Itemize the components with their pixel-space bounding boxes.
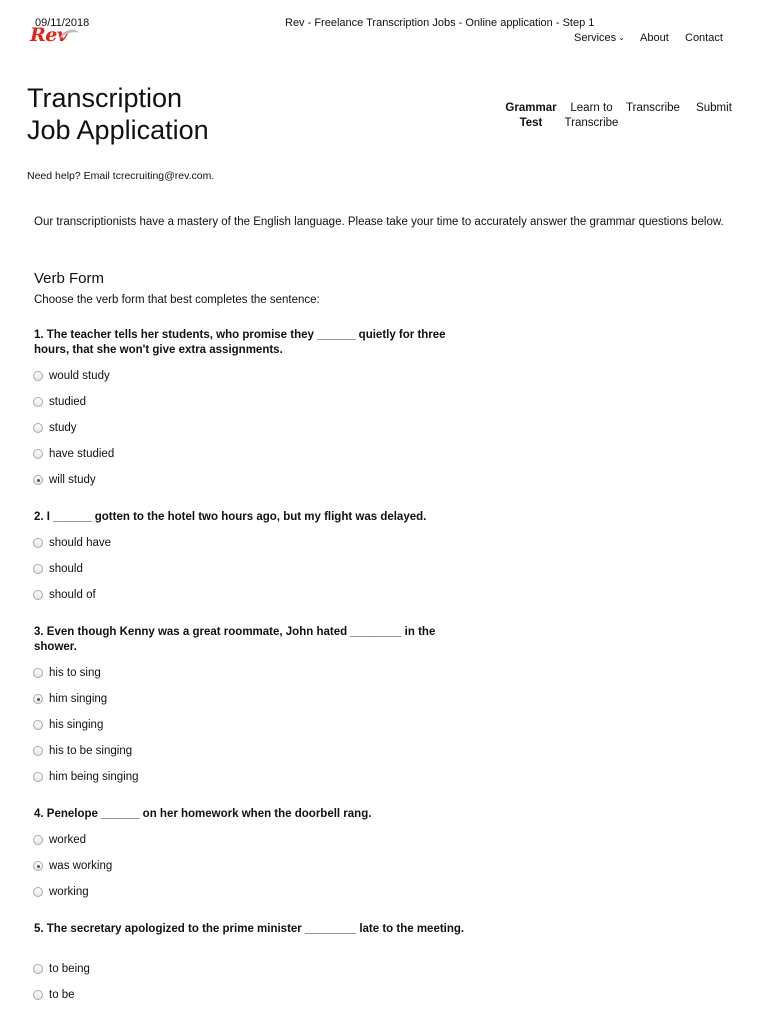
answer-option[interactable] <box>33 833 86 847</box>
answer-option[interactable] <box>33 588 96 602</box>
option-label: his to sing <box>49 667 101 679</box>
radio-button[interactable] <box>33 746 43 756</box>
radio-button[interactable] <box>33 423 43 433</box>
answer-option[interactable] <box>33 885 89 899</box>
answer-option[interactable] <box>33 369 110 383</box>
question-2: 2. I ______ gotten to the hotel two hours ago, but my flight was delayed. <box>34 511 427 523</box>
option-label: him being singing <box>49 771 139 783</box>
step-grammar-test[interactable] <box>503 101 559 130</box>
step-label: Transcribe <box>564 116 619 129</box>
nav-about[interactable]: About <box>640 32 669 44</box>
page-title <box>27 82 209 146</box>
radio-button[interactable] <box>33 590 43 600</box>
option-label: working <box>49 886 89 898</box>
page-title-line1: Transcription <box>27 83 183 113</box>
radio-button[interactable] <box>33 887 43 897</box>
question-1: 1. The teacher tells her students, who promise they ______ quietly for three hours, that she won't give extra assignments. <box>34 329 446 356</box>
help-text: Need help? Email tcrecruiting@rev.com. <box>27 170 215 182</box>
option-label: should have <box>49 537 112 549</box>
option-label: worked <box>49 834 87 846</box>
option-label: him singing <box>49 693 108 705</box>
step-label: Learn to <box>570 102 613 114</box>
answer-option[interactable] <box>33 395 86 409</box>
step-learn-to-transcribe[interactable] <box>564 101 619 130</box>
answer-option[interactable] <box>33 536 111 550</box>
section-heading: Verb Form <box>34 270 105 287</box>
step-submit[interactable] <box>692 101 736 116</box>
chevron-down-icon: ⌄ <box>618 33 625 42</box>
answer-option[interactable] <box>33 666 101 680</box>
option-label: study <box>49 422 77 434</box>
radio-button[interactable] <box>33 694 43 704</box>
answer-option[interactable] <box>33 744 132 758</box>
answer-option[interactable] <box>33 692 107 706</box>
answer-option[interactable] <box>33 988 75 1002</box>
logo-text: Rev <box>30 24 68 46</box>
step-label: Test <box>519 116 543 129</box>
radio-button[interactable] <box>33 835 43 845</box>
option-label: have studied <box>49 448 115 460</box>
option-label: to being <box>49 963 90 975</box>
answer-option[interactable] <box>33 718 103 732</box>
nav-services-label: Services <box>574 32 617 44</box>
option-label: studied <box>49 396 87 408</box>
radio-button[interactable] <box>33 449 43 459</box>
answer-option[interactable] <box>33 859 112 873</box>
rev-logo[interactable] <box>30 26 82 48</box>
question-5: 5. The secretary apologized to the prime minister ________ late to the meeting. <box>34 923 465 935</box>
option-label: his singing <box>49 719 104 731</box>
answer-option[interactable] <box>33 562 83 576</box>
print-date: 09/11/2018 <box>35 17 90 29</box>
option-label: should of <box>49 589 96 601</box>
radio-button[interactable] <box>33 397 43 407</box>
option-label: his to be singing <box>49 745 133 757</box>
answer-option[interactable] <box>33 421 77 435</box>
option-label: would study <box>49 370 110 382</box>
step-transcribe[interactable] <box>623 101 683 116</box>
question-3: 3. Even though Kenny was a great roommate, John hated ________ in the shower. <box>34 626 436 653</box>
radio-button[interactable] <box>33 538 43 548</box>
radio-button[interactable] <box>33 720 43 730</box>
print-page-title: Rev - Freelance Transcription Jobs - Online application - Step 1 <box>285 17 595 29</box>
answer-option[interactable] <box>33 447 114 461</box>
section-instruction: Choose the verb form that best completes the sentence: <box>34 294 320 306</box>
option-label: was working <box>49 860 113 872</box>
radio-button[interactable] <box>33 564 43 574</box>
option-label: to be <box>49 989 75 1001</box>
page-title-line2: Job Application <box>27 115 209 145</box>
question-4: 4. Penelope ______ on her homework when the doorbell rang. <box>34 808 372 820</box>
radio-button[interactable] <box>33 990 43 1000</box>
answer-option[interactable] <box>33 473 96 487</box>
step-label: Grammar <box>505 102 557 114</box>
intro-paragraph: Our transcriptionists have a mastery of the English language. Please take your time to accurately answer the grammar questions below. <box>34 216 724 228</box>
answer-option[interactable] <box>33 770 139 784</box>
answer-option[interactable] <box>33 962 90 976</box>
step-label: Submit <box>696 102 732 114</box>
radio-button[interactable] <box>33 861 43 871</box>
nav-services[interactable] <box>574 32 625 44</box>
radio-button[interactable] <box>33 772 43 782</box>
option-label: will study <box>49 474 96 486</box>
option-label: should <box>49 563 83 575</box>
radio-button[interactable] <box>33 964 43 974</box>
radio-button[interactable] <box>33 475 43 485</box>
step-label: Transcribe <box>626 102 680 114</box>
nav-contact[interactable]: Contact <box>685 32 723 44</box>
radio-button[interactable] <box>33 371 43 381</box>
radio-button[interactable] <box>33 668 43 678</box>
